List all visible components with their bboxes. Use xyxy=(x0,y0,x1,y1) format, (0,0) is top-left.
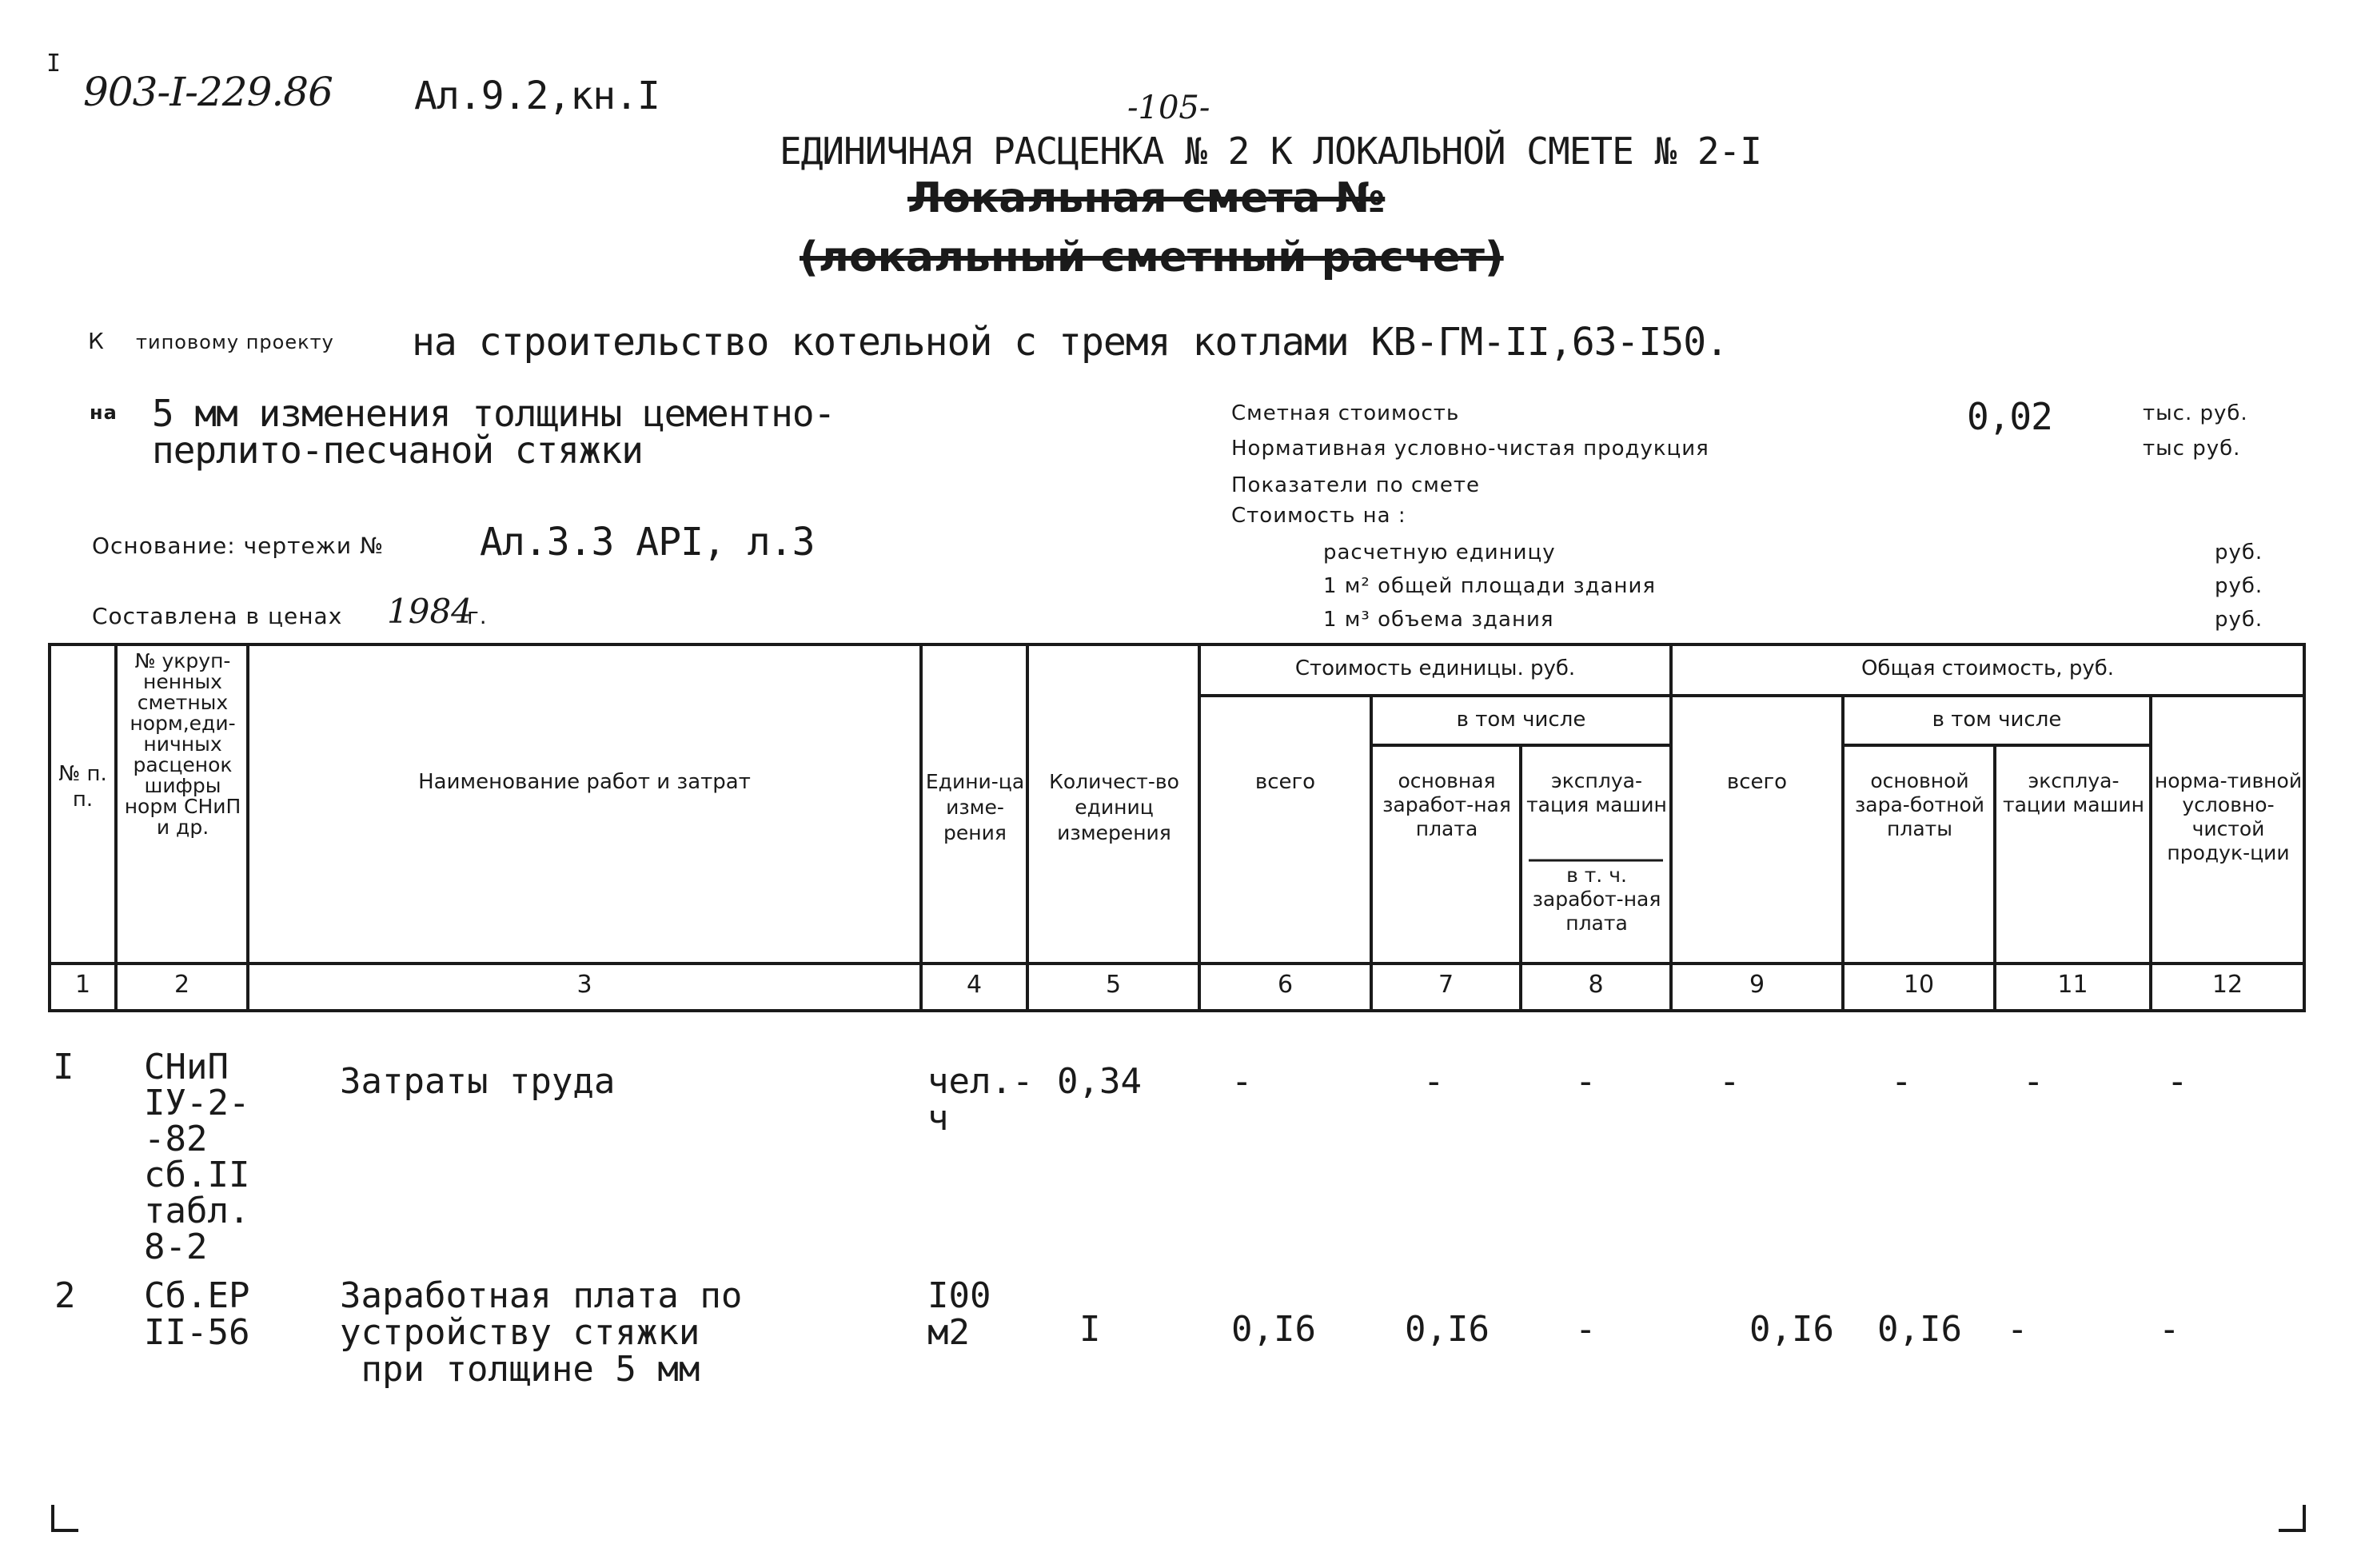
row-1-total-unit-cost: - xyxy=(1231,1061,1253,1102)
per-area-unit: руб. xyxy=(2215,574,2263,598)
cost-per-label: Стоимость на : xyxy=(1231,504,1406,528)
project-prefix-label: типовому проекту xyxy=(136,331,334,353)
struck-title-line-1: Локальная смета № xyxy=(907,174,1386,222)
header-col-8-bottom: в т. ч. заработ-ная плата xyxy=(1532,864,1661,935)
header-col-7: основная заработ-ная плата xyxy=(1382,769,1511,840)
per-unit-label: расчетную единицу xyxy=(1323,541,1556,565)
header-including-unit: в том числе xyxy=(1456,708,1586,732)
row-2-unit-wages: 0,I6 xyxy=(1405,1309,1490,1350)
column-number-4: 4 xyxy=(966,971,983,999)
row-1-net-product: - xyxy=(2167,1061,2188,1102)
bottom-left-corner-mark xyxy=(50,1503,82,1535)
column-number-3: 3 xyxy=(576,971,592,999)
row-2-total-unit-cost: 0,I6 xyxy=(1231,1309,1316,1350)
row-1-quantity: 0,34 xyxy=(1057,1061,1142,1102)
page-number: -105- xyxy=(1127,90,1210,126)
header-col-2: № укруп-ненных сметных норм,еди-ничных расценок шифры норм СНиП и др. xyxy=(124,649,241,839)
work-line-1: 5 мм изменения толщины цементно- xyxy=(152,392,836,435)
row-1-unit-machines: - xyxy=(1575,1061,1597,1102)
compiled-year: 1984 xyxy=(387,592,473,631)
estimated-cost-value: 0,02 xyxy=(1967,395,2052,438)
row-2-name: Заработная плата по устройству стяжки при толщине 5 мм xyxy=(340,1275,743,1390)
header-col-12: норма-тивной условно-чистой продук-ции xyxy=(2154,769,2303,864)
project-prefix: К xyxy=(88,328,105,354)
net-product-label: Нормативная условно-чистая продукция xyxy=(1231,437,1709,461)
row-1-unit: чел.- ч xyxy=(927,1061,1034,1139)
header-total-cost-group: Общая стоимость, руб. xyxy=(1860,656,2115,680)
album-reference: Ал.9.2,кн.I xyxy=(414,74,660,118)
column-number-11: 11 xyxy=(2057,971,2088,999)
header-col-4: Едини-ца изме-рения xyxy=(925,770,1025,844)
header-col-9: всего xyxy=(1726,770,1788,794)
row-2-code: Сб.ЕР II-56 xyxy=(144,1275,250,1353)
per-unit-unit: руб. xyxy=(2215,541,2263,565)
header-unit-cost-group: Стоимость единицы. руб. xyxy=(1294,656,1576,680)
row-1-number: I xyxy=(53,1047,74,1087)
document-title: ЕДИНИЧНАЯ РАСЦЕНКА № 2 К ЛОКАЛЬНОЙ СМЕТЕ № 2-I xyxy=(780,130,1761,173)
per-volume-label: 1 м³ объема здания xyxy=(1323,608,1554,632)
header-including-total: в том числе xyxy=(1932,708,2062,732)
estimated-cost-label: Сметная стоимость xyxy=(1231,401,1460,425)
work-prefix: на xyxy=(90,401,118,424)
column-number-2: 2 xyxy=(173,971,190,999)
row-1-total-wages: - xyxy=(1891,1061,1912,1102)
row-1-unit-wages: - xyxy=(1423,1061,1445,1102)
row-2-number: 2 xyxy=(54,1275,76,1316)
basis-label: Основание: чертежи № xyxy=(92,533,385,559)
row-1-total-machines: - xyxy=(2023,1061,2044,1102)
struck-title-line-2: (локальный сметный расчет) xyxy=(800,233,1504,281)
net-product-unit: тыс руб. xyxy=(2143,437,2241,461)
row-2-unit: I00 м2 xyxy=(927,1275,991,1353)
document-code: 903-I-229.86 xyxy=(83,69,333,115)
row-2-quantity: I xyxy=(1079,1309,1101,1350)
estimated-cost-unit: тыс. руб. xyxy=(2143,401,2248,425)
header-col-5: Количест-во единиц измерения xyxy=(1049,770,1179,844)
corner-mark: I xyxy=(46,50,61,78)
row-1-total-cost: - xyxy=(1719,1061,1741,1102)
header-col-6: всего xyxy=(1254,770,1316,794)
per-area-label: 1 м² общей площади здания xyxy=(1323,574,1657,598)
row-2-unit-machines: - xyxy=(1575,1309,1597,1350)
column-number-6: 6 xyxy=(1277,971,1294,999)
compiled-label: Составлена в ценах xyxy=(92,603,343,629)
row-2-total-machines: - xyxy=(2007,1309,2028,1350)
work-line-2: перлито-песчаной стяжки xyxy=(152,429,643,472)
header-col-3: Наименование работ и затрат xyxy=(418,770,751,794)
indicators-label: Показатели по смете xyxy=(1231,473,1480,497)
row-1-code: СНиП IУ-2- -82 сб.II табл. 8-2 xyxy=(144,1047,250,1267)
project-description: на строительство котельной с тремя котлами КВ-ГМ-II,63-I50. xyxy=(412,320,1729,365)
row-1-name: Затраты труда xyxy=(340,1061,616,1102)
per-volume-unit: руб. xyxy=(2215,608,2263,632)
header-col-8-top: эксплуа-тация машин xyxy=(1526,769,1667,816)
bottom-right-corner-mark xyxy=(2275,1503,2307,1535)
row-2-total-cost: 0,I6 xyxy=(1749,1309,1834,1350)
row-2-total-wages: 0,I6 xyxy=(1877,1309,1962,1350)
column-number-8: 8 xyxy=(1588,971,1604,999)
column-number-1: 1 xyxy=(74,971,91,999)
column-number-5: 5 xyxy=(1105,971,1122,999)
column-number-7: 7 xyxy=(1438,971,1454,999)
column-number-10: 10 xyxy=(1903,971,1935,999)
compiled-suffix: г. xyxy=(467,603,488,629)
basis-value: Ал.3.3 АРI, л.3 xyxy=(480,520,815,565)
header-col-11: эксплуа-тации машин xyxy=(2003,769,2144,816)
column-number-9: 9 xyxy=(1749,971,1765,999)
header-col-1: № п. п. xyxy=(58,762,107,812)
row-2-net-product: - xyxy=(2159,1309,2180,1350)
header-col-10: основной зара-ботной платы xyxy=(1855,769,1984,840)
column-number-12: 12 xyxy=(2211,971,2243,999)
